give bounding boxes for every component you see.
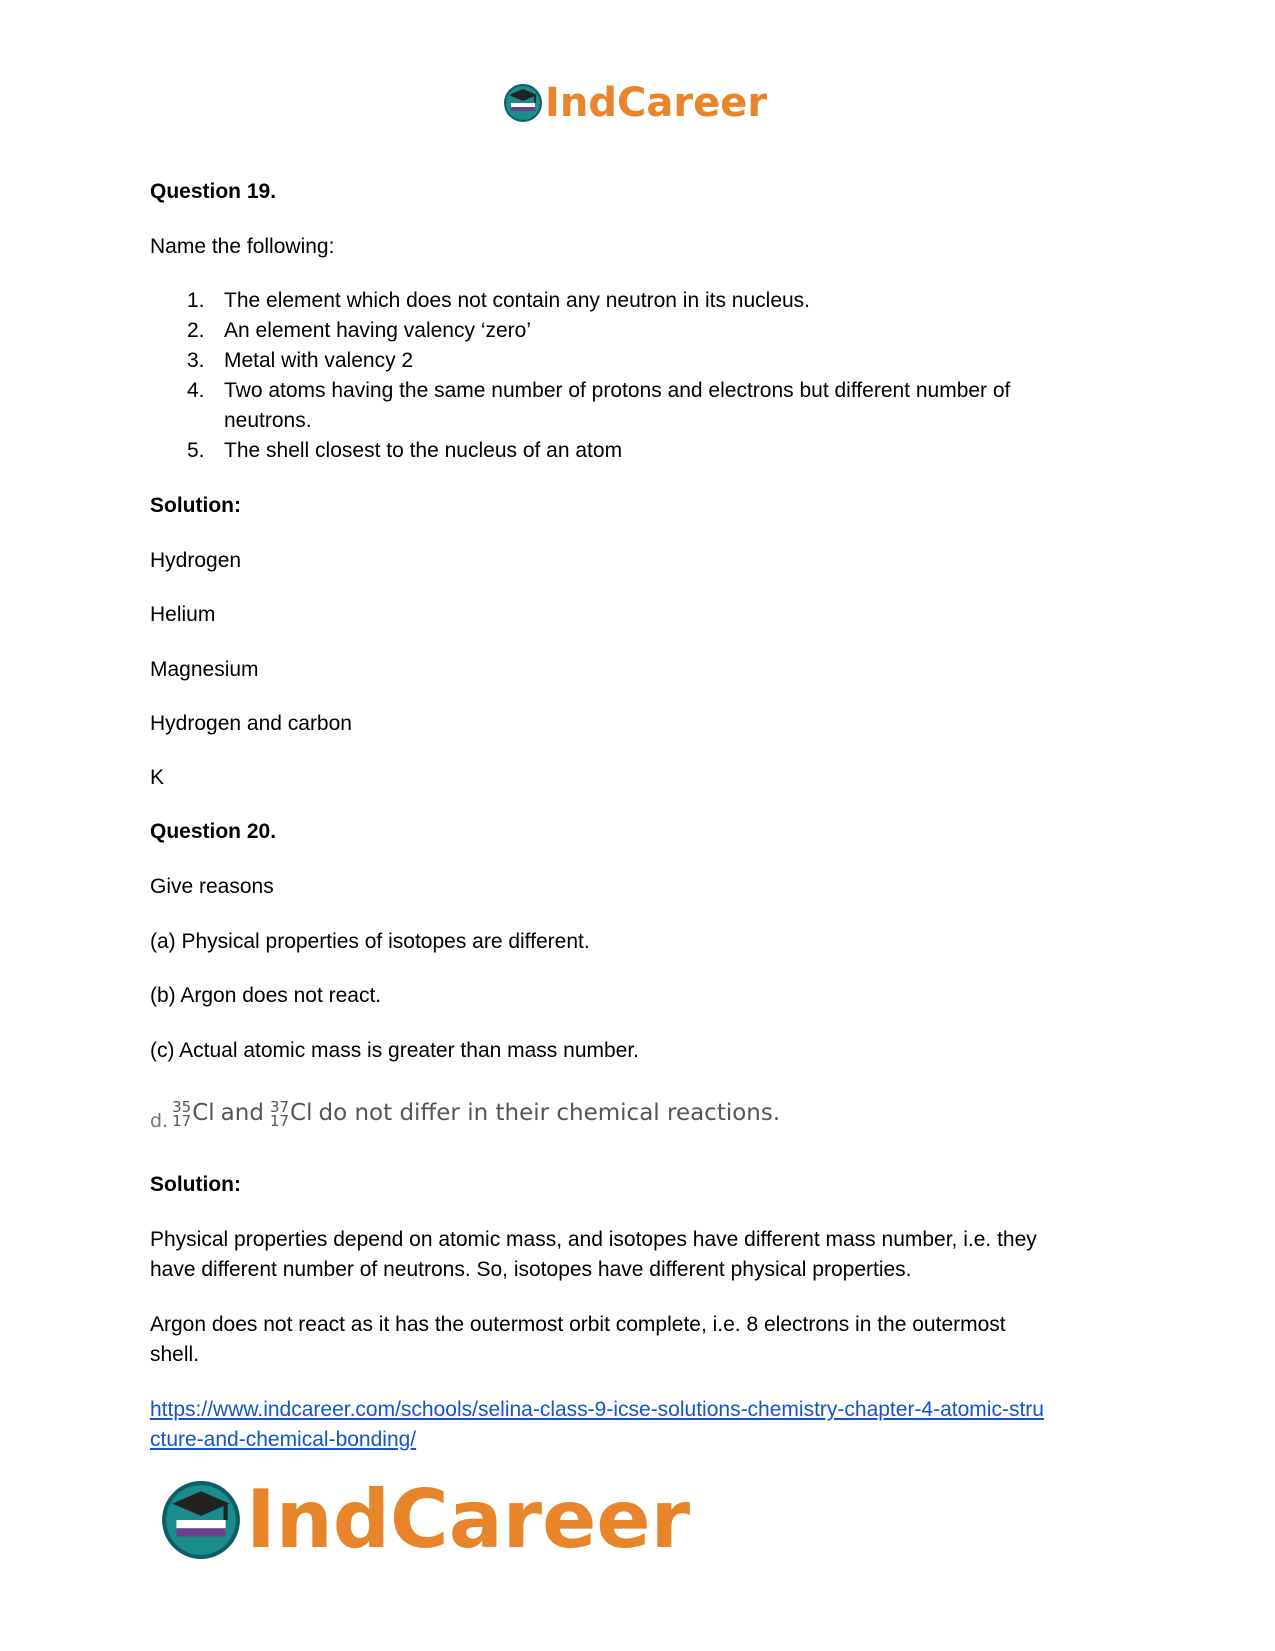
list-item [150,286,1010,316]
list-number: 2. [187,319,205,342]
answer-1: Hydrogen [150,549,242,572]
list-number: 4. [187,379,205,402]
reason-b: (b) Argon does not react. [150,984,382,1007]
solution-1-line-2: have different number of neutrons. So, isotopes have different physical properties. [150,1258,912,1281]
footer-logo-text: IndCareer [246,1473,691,1566]
conjunction: and [220,1100,264,1126]
list-text: The shell closest to the nucleus of an atom [224,439,623,462]
header-logo [503,80,767,126]
element-symbol: Cl [290,1100,313,1126]
list-text: Metal with valency 2 [224,349,414,372]
list-item [150,376,1010,436]
list-text: The element which does not contain any neutron in its nucleus. [224,289,811,312]
question-19-prompt: Name the following: [150,235,335,258]
list-item [150,346,1010,376]
answer-4: Hydrogen and carbon [150,712,352,735]
question-20-prompt: Give reasons [150,875,274,898]
solution-2-line-1: Argon does not react as it has the outermost orbit complete, i.e. 8 electrons in the outermost [150,1313,1006,1336]
solution-label: Solution: [150,494,241,517]
isotope-notation [172,1100,191,1128]
mass-number: 37 [269,1098,290,1116]
list-number: 3. [187,349,205,372]
header-logo-text: IndCareer [545,80,768,126]
atomic-number: 17 [269,1112,290,1130]
solution-1-line-1: Physical properties depend on atomic mass, and isotopes have different mass number, i.e. they [150,1228,1037,1251]
list-item [150,316,1010,346]
source-link-line-2[interactable]: cture-and-chemical-bonding/ [150,1428,417,1451]
list-number: 1. [187,289,205,312]
source-link[interactable] [150,1395,1044,1455]
answer-5: K [150,766,165,789]
reason-d-rest: do not differ in their chemical reactions. [318,1100,781,1126]
footer-logo [160,1473,690,1566]
solution-label-20: Solution: [150,1173,241,1196]
element-symbol: Cl [192,1100,215,1126]
reason-d-label: d. [150,1110,169,1132]
question-20-title: Question 20. [150,820,277,843]
list-text: neutrons. [224,409,312,432]
question-19-title: Question 19. [150,180,277,203]
reason-a: (a) Physical properties of isotopes are different. [150,930,590,953]
list-text: Two atoms having the same number of protons and electrons but different number of [224,379,1011,402]
list-number: 5. [187,439,205,462]
list-text: An element having valency ‘zero’ [224,319,532,342]
isotope-notation [270,1100,289,1128]
reason-c: (c) Actual atomic mass is greater than mass number. [150,1039,640,1062]
mass-number: 35 [172,1098,192,1116]
graduation-book-icon [160,1479,242,1561]
graduation-book-icon [503,83,543,123]
list-item [150,436,1010,466]
answer-3: Magnesium [150,658,259,681]
source-link-line-1[interactable]: https://www.indcareer.com/schools/selina-class-9-icse-solutions-chemistry-chapter-4-atomic-stru [150,1398,1044,1421]
atomic-number: 17 [172,1112,192,1130]
reason-d-image-text [150,1098,781,1132]
solution-2-line-2: shell. [150,1343,200,1366]
answer-2: Helium [150,603,216,626]
question-19-list [150,286,1010,466]
